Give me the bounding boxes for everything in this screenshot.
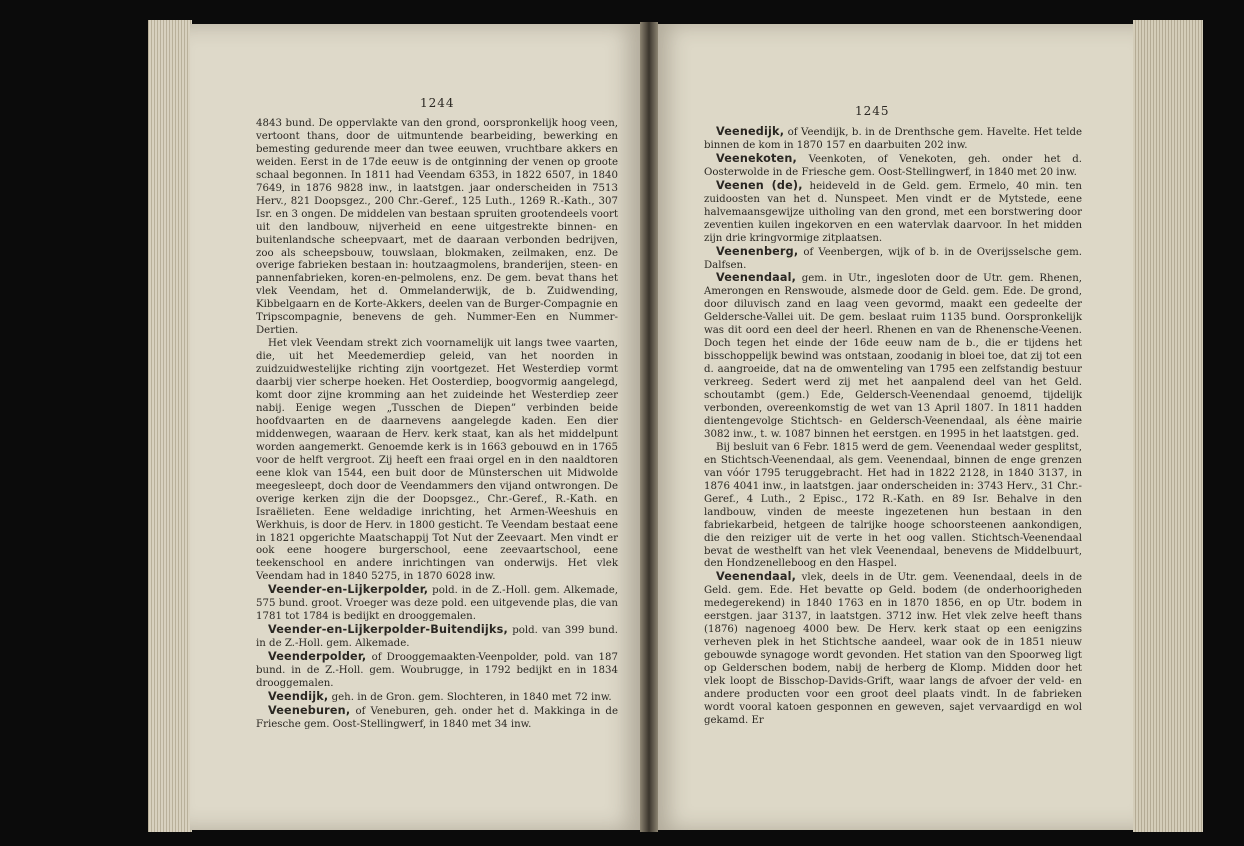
entry-headword: Veenendaal, [716, 271, 797, 285]
entry-headword: Veender-en-Lijkerpolder-Buitendijks, [268, 623, 508, 637]
dictionary-entry [704, 180, 1082, 246]
entry-headword: Veenendaal, [716, 570, 797, 584]
entry-text: Bij besluit van 6 Febr. 1815 werd de gem. Veenendaal weder gesplitst, en Stichtsch-Veenendaal, als gem. Veenendaal, binnen de enge grenzen van vóór 1795 teruggebracht. Het had in 1822 2128, in 1840 3137, in 1876 4041 inw., in laatstgen. jaar onderscheiden in: 3743 Herv., 31 Chr.-Geref., 4 Luth., 2 Episc., 172 R.-Kath. en 89 Isr. Behalve in den landbouw, vinden de meeste ingezetenen hun bestaan in den fabriekarbeid, hetgeen de talrijke hooge schoorsteenen aankondigen, die den reiziger uit de verte in het oog vallen. Stichtsch-Veenendaal bevat de westhelft van het vlek Veenendaal, benevens de Middelbuurt, den Hondzenelleboog en den Haspel. [704, 441, 1082, 570]
dictionary-entry [704, 246, 1082, 273]
entry-headword: Veenekoten, [716, 151, 797, 165]
entry-text: gem. in Utr., ingesloten door de Utr. gem. Rhenen, Amerongen en Renswoude, alsmede door de Geld. gem. Ede. De grond, door diluvisch zand en laag veen gevormd, maakt een gedeelte der Geldersche-Vallei uit. De gem. beslaat ruim 1135 bund. Oorspronkelijk was dit oord een deel der heerl. Rhenen en van de Rhenensche-Veenen. Doch tegen het einde der 16de eeuw nam de b., die er tijdens het bisschoppelijk bewind was ontstaan, zoodanig in bloei toe, dat zij tot een d. aangroeide, dat na de omwenteling van 1795 een zelfstandig bestuur verkreeg. Sedert werd zij met het aanpalend deel van het Geld. schoutambt (gem.) Ede, Geldersch-Veenendaal genoemd, tijdelijk verbonden, overeenkomstig de wet van 13 April 1807. In 1811 hadden dientengevolge Stichtsch- en Geldersch-Veenendaal, als éène mairie 3082 inw., t. w. 1087 binnen het eerstgen. en 1995 in het laatstgen. ged. [704, 273, 1082, 440]
paragraph: 4843 bund. De oppervlakte van den grond, oorspronkelijk hoog veen, vertoont thans, door de uitmuntende bearbeiding, bewerking en bemesting gedurende meer dan twee eeuwen, vruchtbare akkers en weiden. Eerst in de 17de eeuw is de ontginning der venen op groote schaal begonnen. In 1811 had Veendam 6353, in 1822 6507, in 1840 7649, in 1876 9828 inw., in laatstgen. jaar onderscheiden in 7513 Herv., 821 Doopsgez., 200 Chr.-Geref., 125 Luth., 1269 R.-Kath., 307 Isr. en 3 ongen. De middelen van bestaan spruiten grootendeels voort uit den landbouw, nijverheid en eene uitgestrekte binnen- en buitenlandsche scheepvaart, met de daaraan verbonden bedrijven, zoo als scheepsbouw, touwslaan, blokmaken, zeilmaken, enz. De overige fabrieken bestaan in: houtzaagmolens, branderijen, steen- en pannenfabrieken, koren-en-pelmolens, enz. De gem. bevat thans het vlek Veendam, het d. Ommelanderwijk, de b. Zuidwending, Kibbelgaarn en de Korte-Akkers, deelen van de Burger-Compagnie en Tripscompagnie, benevens de geh. Nummer-Een en Nummer-Dertien. [256, 118, 618, 337]
dictionary-entry [704, 153, 1082, 180]
entry-text: vlek, deels in de Utr. gem. Veenendaal, deels in de Geld. gem. Ede. Het bevatte op Geld. bodem (de onderhoorigheden medegerekend) in 1840 1763 en in 1870 1856, en op Utr. bodem in eerstgen. jaar 3137, in laatstgen. 3712 inw. Het vlek zelve heeft thans (1876) nagenoeg 4000 bew. De Herv. kerk staat op een eenigzins verheven plek in het Stichtsche aandeel, waar ook de in 1851 nieuw gebouwde synagoge wordt gevonden. Het station van den Spoorweg ligt op Gelderschen bodem, nabij de herberg de Klomp. Midden door het vlek loopt de Bisschop-Davids-Grift, waar langs de afvoer der veld- en andere producten voor een groot deel plaats vindt. In de fabrieken wordt vooral katoen gesponnen en geweven, sajet vervaardigd en wol gekamd. Er [704, 572, 1082, 726]
left-column [256, 118, 618, 732]
entry-text: geh. in de Gron. gem. Slochteren, in 1840 met 72 inw. [331, 691, 612, 703]
entry-text: of Veneburen, geh. onder het d. Makkinga in de Friesche gem. Oost-Stellingwerf, in 1840 met 34 inw. [256, 705, 618, 730]
entry-text: pold. in de Z.-Holl. gem. Alkemade, 575 bund. groot. Vroeger was deze pold. een uitgevende plas, die van 1781 tot 1784 is bedijkt en drooggemalen. [256, 585, 618, 623]
entry-headword: Veenderpolder, [268, 650, 367, 664]
entry-text: Veenkoten, of Venekoten, geh. onder het d. Oosterwolde in de Friesche gem. Oost-Stellingwerf, in 1840 met 20 inw. [704, 153, 1082, 178]
entry-text: heideveld in de Geld. gem. Ermelo, 40 min. ten zuidoosten van het d. Nunspeet. Men vindt er de Mytstede, eene halvemaansgewijze uitholing van den grond, met een borstwering door zeventien kuilen ingekorven en een watervlak daarvoor. In het midden zijn drie kringvormige zitplaatsen. [704, 180, 1082, 244]
entry-text: pold. van 399 bund. in de Z.-Holl. gem. Alkemade. [256, 625, 618, 650]
left-page-number: 1244 [420, 96, 455, 110]
entry-text: of Veenbergen, wijk of b. in de Overijsselsche gem. Dalfsen. [704, 246, 1082, 271]
entry-headword: Veenen (de), [716, 178, 803, 192]
right-column [704, 126, 1082, 728]
entry-headword: Veeneburen, [268, 703, 351, 717]
entry-headword: Veenenberg, [716, 244, 799, 258]
paragraph: Het vlek Veendam strekt zich voornamelijk uit langs twee vaarten, die, uit het Meedemerdiep geleid, van het noorden in zuidzuidwestelijke richting zijn voortgezet. Het Westerdiep vormt daarbij vier scherpe hoeken. Het Oosterdiep, boogvormig aangelegd, komt door zijne kromming aan het zuideinde het Westerdiep zeer nabij. Eenige wegen „Tusschen de Diepen” verbinden beide hoofdvaarten en de daarnevens aangelegde kaden. Een dier middenwegen, waaraan de Herv. kerk staat, kan als het middelpunt worden aangemerkt. Genoemde kerk is in 1663 gebouwd en in 1765 voor de helft vergroot. Zij heeft een fraai orgel en in den naaldtoren eene klok van 1544, een buit door de Münsterschen uit Midwolde meegesleept, doch door de Veendammers den vijand ontwrongen. De overige kerken zijn die der Doopsgez., Chr.-Geref., R.-Kath. en Israëlieten. Eene weldadige inrichting, het Armen-Weeshuis en Werkhuis, is door de Herv. in 1800 gesticht. Te Veendam bestaat eene in 1821 opgerichte Maatschappij Tot Nut der Zeevaart. Men vindt er ook eene hoogere burgerschool, eene zeevaartschool, eene teekenschool en andere inrichtingen van onderwijs. Het vlek Veendam had in 1840 5275, in 1870 6028 inw. [256, 338, 619, 583]
dictionary-entry [256, 584, 618, 624]
entry-text: of Drooggemaakten-Veenpolder, pold. van 187 bund. in de Z.-Holl. gem. Woubrugge, in 1792 bedijkt en in 1834 drooggemalen. [256, 652, 618, 689]
page-edges-left [148, 20, 192, 832]
entry-headword: Veenedijk, [716, 125, 785, 138]
dictionary-entry [256, 624, 618, 651]
dictionary-entry [704, 126, 1082, 153]
entry-headword: Veender-en-Lijkerpolder, [268, 583, 429, 597]
entry-text: of Veendijk, b. in de Drenthsche gem. Havelte. Het telde binnen de kom in 1870 157 en daarbuiten 202 inw. [704, 127, 1083, 151]
page-edges-right [1133, 20, 1203, 832]
paragraph [704, 442, 1082, 572]
dictionary-entry [256, 705, 618, 732]
dictionary-entry [256, 691, 618, 705]
entry-headword: Veendijk, [268, 689, 329, 703]
book-gutter [640, 22, 658, 832]
right-page-number: 1245 [855, 104, 890, 118]
dictionary-entry [256, 651, 618, 691]
dictionary-entry [704, 272, 1082, 441]
dictionary-entry [704, 571, 1082, 727]
